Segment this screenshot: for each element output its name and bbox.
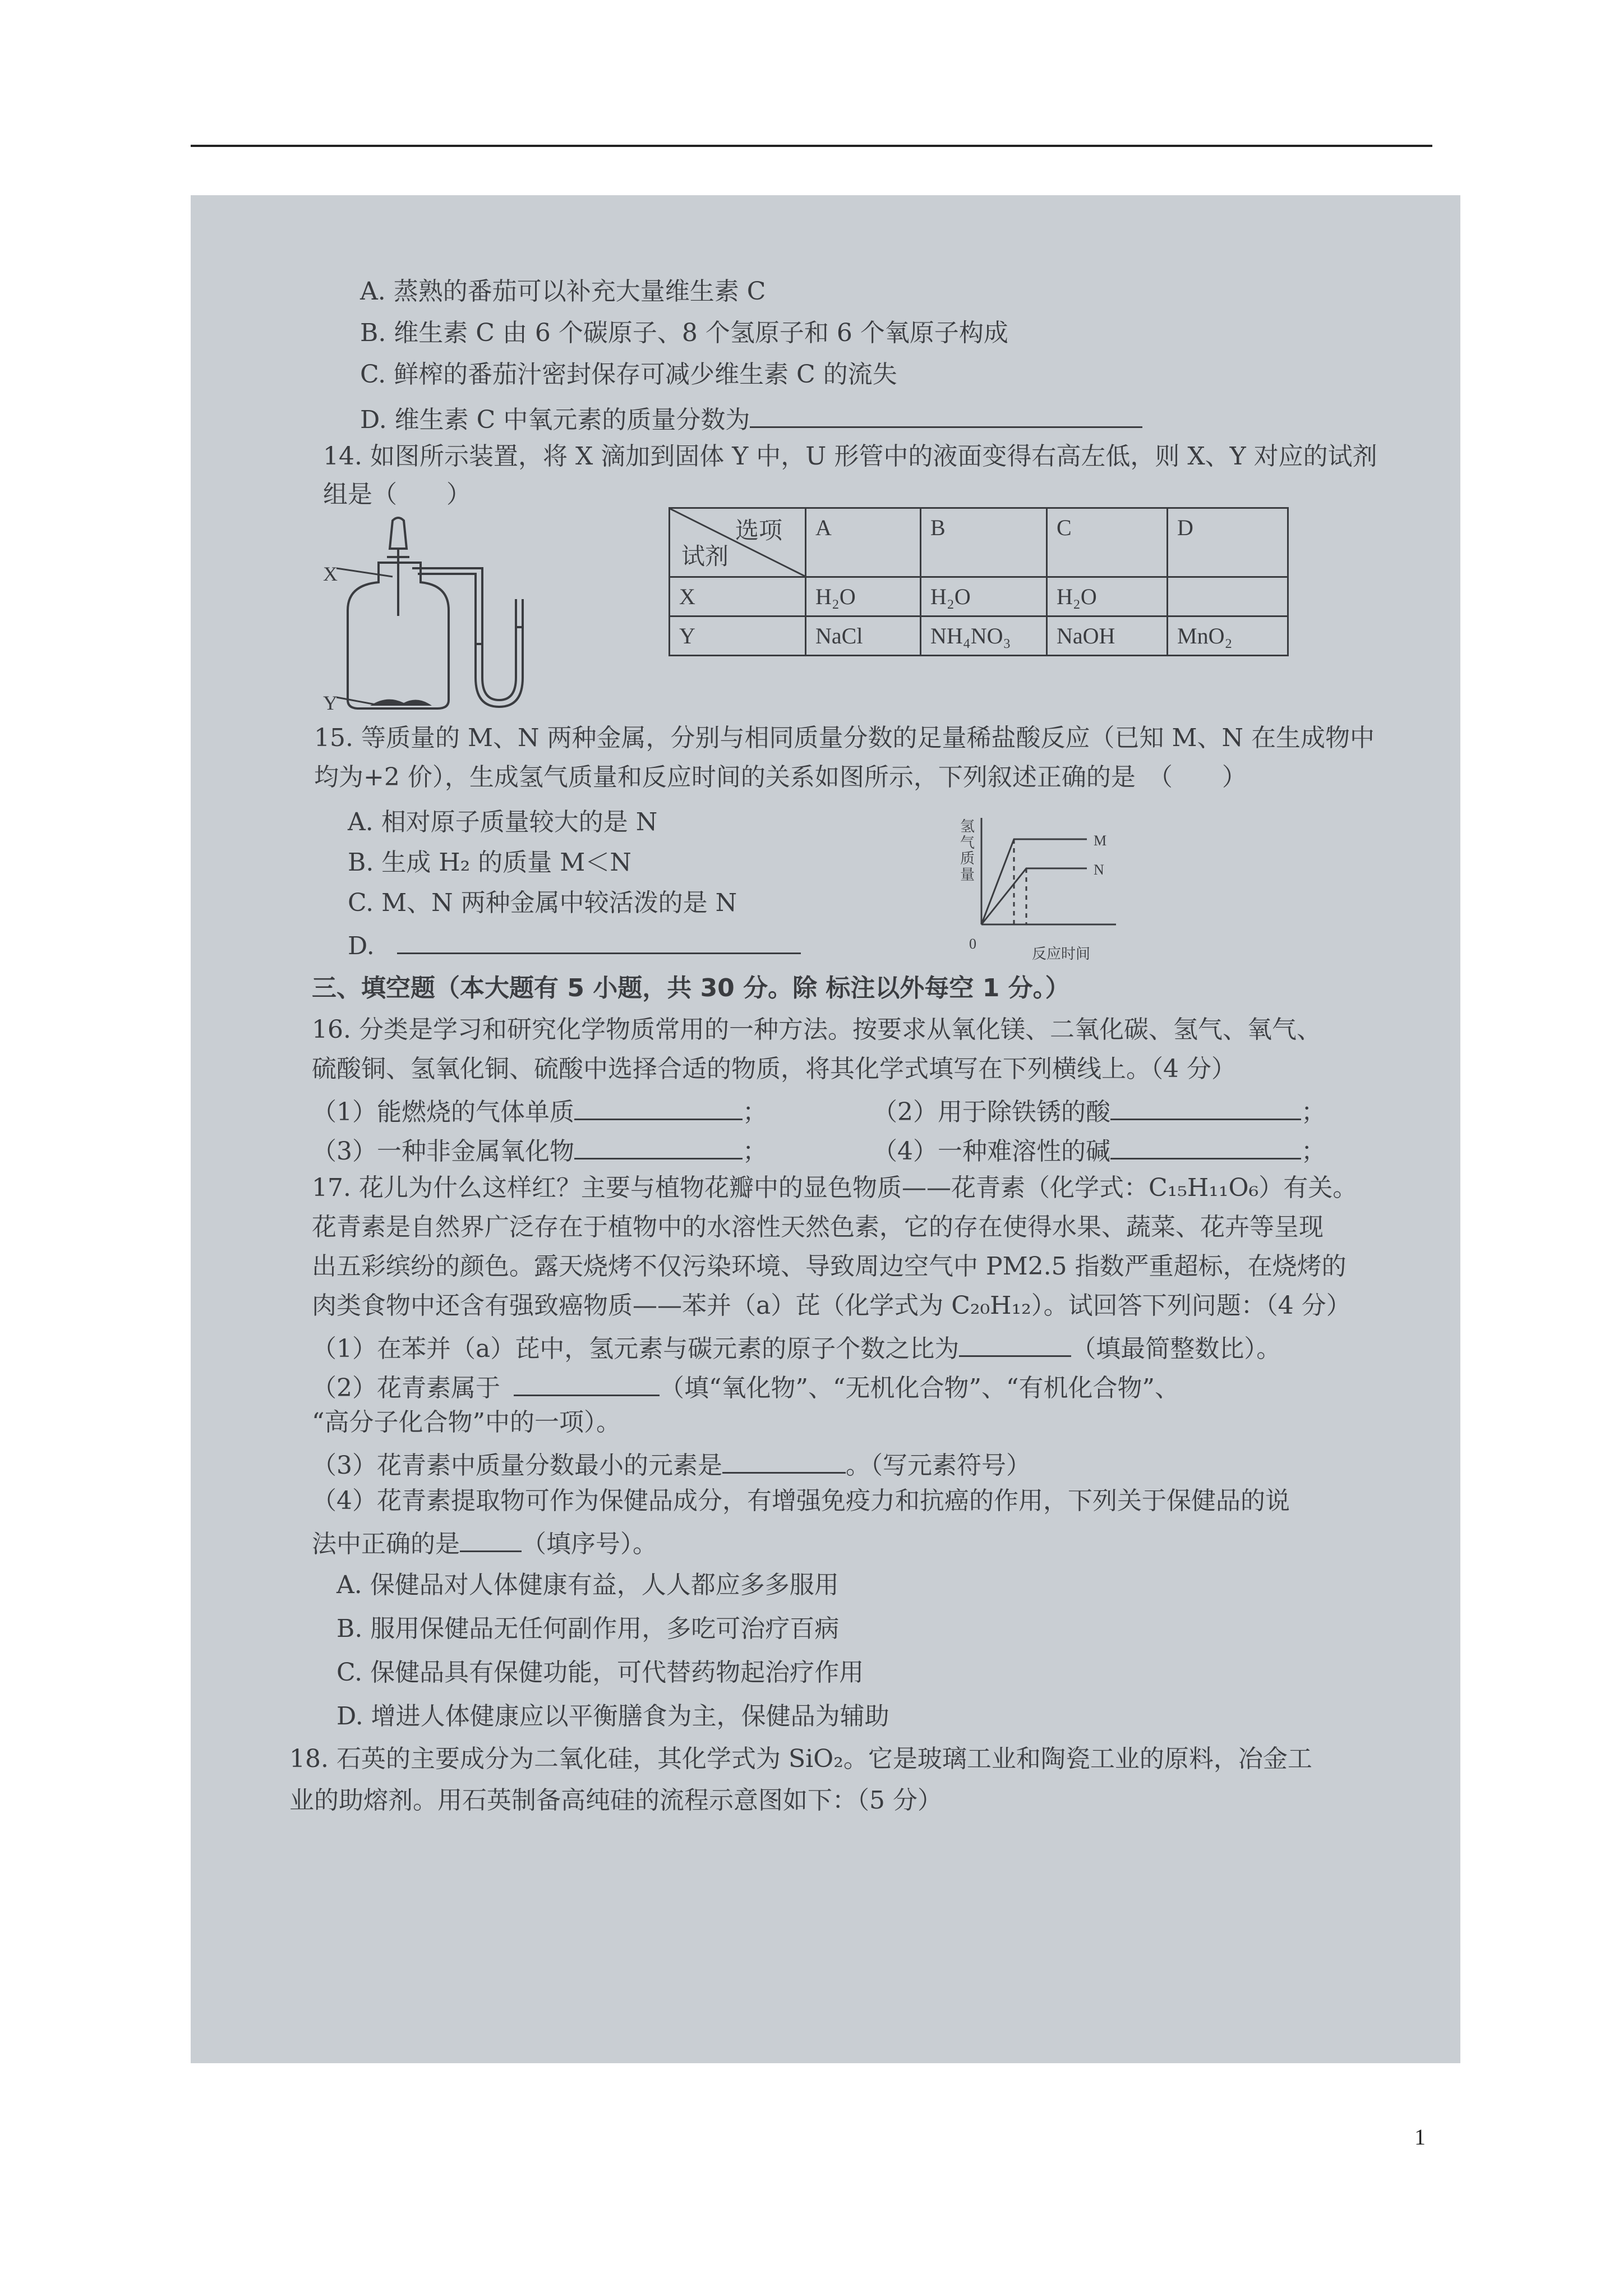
- label-x: X: [323, 563, 338, 585]
- q16-part3-text: （3）一种非金属氧化物: [312, 1137, 574, 1166]
- q17-part2-hint: （填“氧化物”、“无机化合物”、“有机化合物”、: [660, 1374, 1179, 1402]
- answer-blank[interactable]: [460, 1528, 522, 1552]
- q15-option-c: C. M、N 两种金属中较活泼的是 N: [348, 889, 737, 917]
- q17-part4-line1: （4）花青素提取物可作为保健品成分，有增强免疫力和抗癌的作用，下列关于保健品的说: [312, 1487, 1290, 1515]
- q17-option-a: A. 保健品对人体健康有益，人人都应多多服用: [336, 1571, 839, 1599]
- q17-part3: [312, 1450, 1031, 1478]
- separator: ；: [1301, 1098, 1326, 1126]
- table-row: [670, 577, 1288, 616]
- table-row: [670, 616, 1288, 656]
- row-label: X: [670, 577, 806, 616]
- separator: ；: [743, 1137, 767, 1166]
- q14-stem-line1: 14. 如图所示装置，将 X 滴加到固体 Y 中，U 形管中的液面变得右高左低，则 X、Y 对应的试剂: [323, 442, 1377, 471]
- q17-stem-line1: 17. 花儿为什么这样红？主要与植物花瓣中的显色物质——花青素（化学式：C₁₅H₁₁O₆）有关。: [312, 1174, 1358, 1202]
- answer-blank[interactable]: [1110, 1135, 1301, 1159]
- q14-options-table: [668, 507, 1289, 656]
- q13-option-a: A. 蒸熟的番茄可以补充大量维生素 C: [360, 277, 766, 306]
- q15-option-d-text: D.: [348, 932, 375, 960]
- q15-stem-line1: 15. 等质量的 M、N 两种金属，分别与相同质量分数的足量稀盐酸反应（已知 M、N 在生成物中: [314, 724, 1375, 752]
- page-number: 1: [1414, 2124, 1426, 2150]
- table-cell: NaCl: [806, 616, 921, 656]
- q17-part4-hint: （填序号）。: [522, 1530, 657, 1558]
- series-m-label: M: [1094, 832, 1107, 849]
- column-header: A: [806, 508, 921, 577]
- q15-option-d: [348, 930, 801, 959]
- table-cell: MnO₂: [1168, 616, 1288, 656]
- q16-part4-text: （4）一种难溶性的碱: [873, 1137, 1110, 1166]
- q16-stem-line1: 16. 分类是学习和研究化学物质常用的一种方法。按要求从氧化镁、二氧化碳、氢气、氧气、: [312, 1015, 1321, 1044]
- answer-blank[interactable]: [574, 1135, 743, 1159]
- table-cell: H₂O: [806, 577, 921, 616]
- q17-part3-text: （3）花青素中质量分数最小的元素是: [312, 1451, 722, 1480]
- q14-apparatus-diagram: [314, 515, 572, 728]
- answer-blank[interactable]: [574, 1096, 743, 1120]
- table-cell: H₂O: [1047, 577, 1168, 616]
- q16-part2-text: （2）用于除铁锈的酸: [873, 1098, 1110, 1126]
- q17-option-c: C. 保健品具有保健功能，可代替药物起治疗作用: [336, 1658, 864, 1687]
- table-corner-cell: [670, 508, 806, 577]
- q17-part3-hint: 。（写元素符号）: [846, 1451, 1031, 1480]
- row-label: Y: [670, 616, 806, 656]
- table-cell: H₂O: [921, 577, 1047, 616]
- q14-stem-line2: 组是（ ）: [323, 480, 471, 509]
- column-header: C: [1047, 508, 1168, 577]
- answer-blank[interactable]: [750, 404, 1142, 428]
- q17-part2-text: （2）花青素属于: [312, 1374, 500, 1402]
- scanned-page: [191, 195, 1460, 2063]
- q17-stem-line3: 出五彩缤纷的颜色。露天烧烤不仅污染环境、导致周边空气中 PM2.5 指数严重超标，在烧烤的: [312, 1252, 1347, 1281]
- q15-option-a: A. 相对原子质量较大的是 N: [348, 808, 658, 836]
- q16-stem-line2: 硫酸铜、氢氧化铜、硫酸中选择合适的物质，将其化学式填写在下列横线上。（4 分）: [312, 1055, 1236, 1083]
- table-header-row: [670, 508, 1288, 577]
- table-cell: [1168, 577, 1288, 616]
- q17-part1-hint: （填最简整数比）。: [1071, 1335, 1281, 1363]
- table-cell: NaOH: [1047, 616, 1168, 656]
- q16-part3: [312, 1135, 767, 1164]
- column-header: D: [1168, 508, 1288, 577]
- column-header: B: [921, 508, 1047, 577]
- answer-blank[interactable]: [397, 930, 801, 954]
- graph-origin: 0: [969, 936, 976, 952]
- label-y: Y: [323, 692, 338, 714]
- q18-stem-line1: 18. 石英的主要成分为二氧化硅，其化学式为 SiO₂。它是玻璃工业和陶瓷工业的原料，冶金工: [289, 1745, 1312, 1773]
- answer-blank[interactable]: [722, 1450, 846, 1474]
- q13-option-b: B. 维生素 C 由 6 个碳原子、8 个氢原子和 6 个氧原子构成: [360, 319, 1008, 347]
- q13-option-d: [360, 404, 1142, 432]
- table-cell: NH₄NO₃: [921, 616, 1047, 656]
- graph-ylabel: 氢气质量: [960, 818, 975, 883]
- q17-stem-line4: 肉类食物中还含有强致癌物质——苯并（a）芘（化学式为 C₂₀H₁₂）。试回答下列问题：（4 分）: [312, 1291, 1351, 1320]
- separator: ；: [1301, 1137, 1326, 1166]
- answer-blank[interactable]: [1110, 1096, 1301, 1120]
- header-rule: [191, 145, 1432, 147]
- header-reagent: 试剂: [681, 542, 729, 570]
- q18-stem-line2: 业的助熔剂。用石英制备高纯硅的流程示意图如下：（5 分）: [289, 1786, 942, 1815]
- header-option: 选项: [735, 517, 782, 544]
- answer-blank[interactable]: [514, 1372, 660, 1396]
- q16-part1-text: （1）能燃烧的气体单质: [312, 1098, 574, 1126]
- q17-part4-text: 法中正确的是: [312, 1530, 460, 1558]
- graph-xlabel: 反应时间: [1032, 946, 1091, 962]
- q15-option-b: B. 生成 H₂ 的质量 M＜N: [348, 848, 631, 877]
- q13-option-c: C. 鲜榨的番茄汁密封保存可减少维生素 C 的流失: [360, 360, 897, 389]
- q17-option-b: B. 服用保健品无任何副作用，多吃可治疗百病: [336, 1614, 840, 1643]
- q13-option-d-text: D. 维生素 C 中氧元素的质量分数为: [360, 406, 750, 434]
- q17-stem-line2: 花青素是自然界广泛存在于植物中的水溶性天然色素，它的存在使得水果、蔬菜、花卉等呈现: [312, 1213, 1324, 1241]
- q16-part4: [873, 1135, 1326, 1164]
- q17-part4-line2: [312, 1528, 657, 1557]
- q15-stem-line2: 均为+2 价），生成氢气质量和反应时间的关系如图所示，下列叙述正确的是 （ ）: [314, 763, 1247, 792]
- answer-blank[interactable]: [959, 1333, 1071, 1357]
- q17-part1: [312, 1333, 1281, 1361]
- section-heading: 三、填空题（本大题有 5 小题，共 30 分。除 标注以外每空 1 分。）: [312, 974, 1070, 1002]
- q16-part2: [873, 1096, 1326, 1125]
- q17-part2: [312, 1372, 1179, 1401]
- q16-part1: [312, 1096, 767, 1125]
- series-n-label: N: [1094, 862, 1104, 878]
- q17-part2-continued: “高分子化合物”中的一项）。: [312, 1408, 621, 1437]
- q17-option-d: D. 增进人体健康应以平衡膳食为主，保健品为辅助: [336, 1702, 889, 1731]
- q17-part1-text: （1）在苯并（a）芘中，氢元素与碳元素的原子个数之比为: [312, 1335, 960, 1363]
- separator: ；: [743, 1098, 767, 1126]
